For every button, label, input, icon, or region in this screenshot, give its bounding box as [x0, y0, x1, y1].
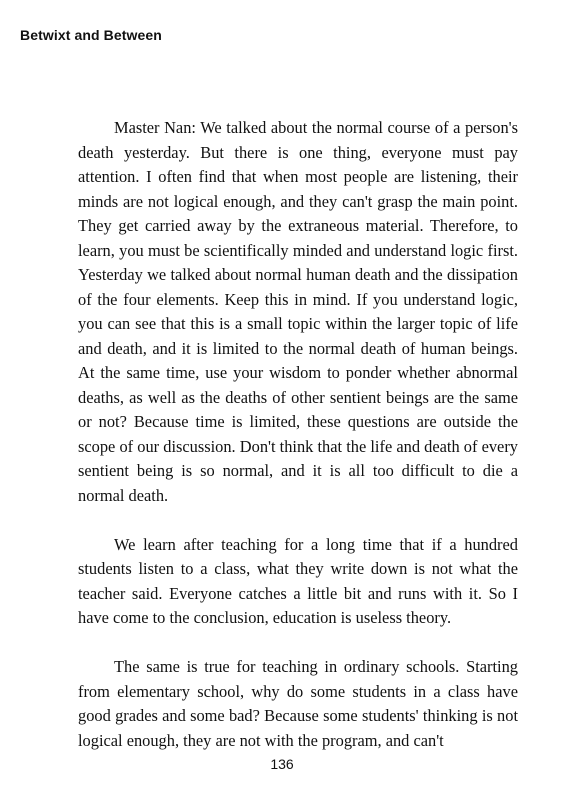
paragraph: We learn after teaching for a long time that if a hundred students listen to a class, what they write down is not what the teacher said. Everyone catches a little bit and runs with it. So I have come to the conclusion, education is useless theory. [78, 534, 518, 627]
page-number: 136 [270, 756, 294, 772]
running-header: Betwixt and Between [20, 27, 162, 43]
paragraph: Master Nan: We talked about the normal course of a person's death yesterday. But there is one thing, everyone must pay attention. I often find that when most people are listening, their minds are not logical enough, and they can't grasp the main point. They get carried away by the extraneous material. Therefore, to learn, you must be scientifically minded and understand logic first. Yesterday we talked about normal human death and the dissipation of the four elements. Keep this in mind. If you understand logic, you can see that this is a small topic within the larger topic of life and death, and it is limited to the normal death of human beings. At the same time, use your wisdom to ponder whether abnormal deaths, as well as the deaths of other sentient beings are the same or not? Because time is limited, these questions are outside the scope of our discussion. Don't think that the life and death of every sentient being is so normal, and it is all too difficult to die a normal death. [78, 118, 518, 505]
paragraph: The same is true for teaching in ordinary schools. Starting from elementary school, why do some students in a class have good grades and some bad? Because some students' thinking is not logical enough, they are not with the program, and can't [78, 657, 518, 750]
page-body [78, 116, 518, 778]
